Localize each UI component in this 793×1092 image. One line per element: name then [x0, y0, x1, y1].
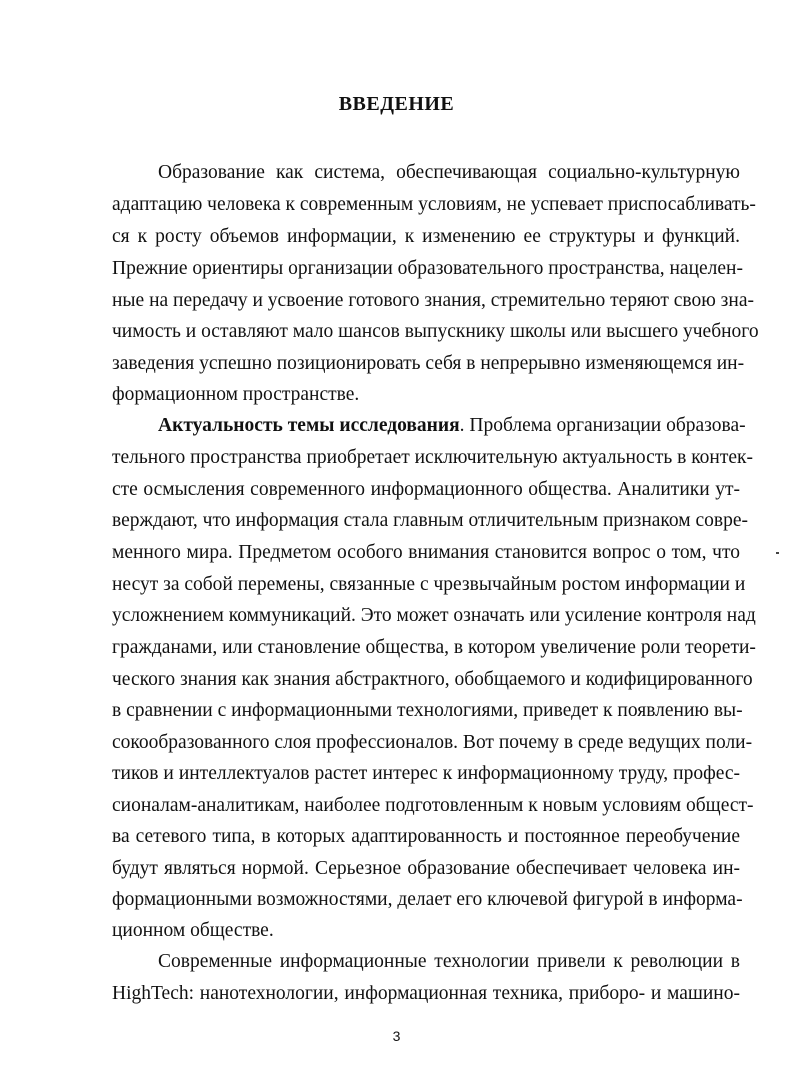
scan-artifact [776, 552, 779, 554]
paragraph-2-line: формационными возможностями, делает его ключевой фигурой в информа- [112, 889, 743, 910]
paragraph-1-line: Образование как система, обеспечивающая социально-культурную [158, 162, 740, 183]
paragraph-1-line: ся к росту объемов информации, к изменению ее структуры и функций. [112, 226, 740, 247]
paragraph-1-line: чимость и оставляют мало шансов выпускнику школы или высшего учебного [112, 321, 759, 342]
paragraph-2-line: будут являться нормой. Серьезное образование обеспечивает человека ин- [112, 858, 740, 879]
paragraph-1-line: Прежние ориентиры организации образовательного пространства, нацелен- [112, 258, 743, 279]
relevance-heading: Актуальность темы исследования [158, 415, 460, 436]
paragraph-2-line: ционном обществе. [112, 920, 274, 941]
paragraph-2-line: ва сетевого типа, в которых адаптированность и постоянное переобучение [112, 826, 740, 847]
paragraph-2-line: усложнением коммуникаций. Это может означать или усиление контроля над [112, 605, 756, 626]
paragraph-2-line: тиков и интеллектуалов растет интерес к информационному труду, профес- [112, 763, 740, 784]
paragraph-1-line: заведения успешно позиционировать себя в непрерывно изменяющемся ин- [112, 353, 745, 374]
paragraph-2-line: гражданами, или становление общества, в котором увеличение роли теорети- [112, 637, 756, 658]
paragraph-2-line: сокообразованного слоя профессионалов. Вот почему в среде ведущих поли- [112, 732, 753, 753]
section-title: ВВЕДЕНИЕ [338, 93, 455, 115]
paragraph-1-line: формационном пространстве. [112, 384, 360, 405]
paragraph-2-line: несут за собой перемены, связанные с чрезвычайным ростом информации и [112, 574, 746, 595]
paragraph-2-line: в сравнении с информационными технологиями, приведет к появлению вы- [112, 700, 743, 721]
paragraph-2-line: ческого знания как знания абстрактного, обобщаемого и кодифицированного [112, 669, 753, 690]
paragraph-2-line: менного мира. Предметом особого внимания становится вопрос о том, что [112, 542, 740, 563]
paragraph-3-line: Современные информационные технологии привели к революции в [158, 951, 740, 972]
paragraph-2-first-line [158, 415, 746, 436]
paragraph-2-line: сте осмысления современного информационного общества. Аналитики ут- [112, 479, 740, 500]
paragraph-2-lead-text: . Проблема организации образова- [459, 415, 746, 436]
page-number: 3 [392, 1028, 401, 1044]
paragraph-3-line: HighTech: нанотехнологии, информационная техника, приборо- и машино- [112, 983, 740, 1004]
paragraph-2-line: тельного пространства приобретает исключительную актуальность в контек- [112, 447, 754, 468]
paragraph-2-line: сионалам-аналитикам, наиболее подготовленным к новым условиям общест- [112, 795, 754, 816]
paragraph-2-line: верждают, что информация стала главным отличительным признаком совре- [112, 510, 748, 531]
paragraph-1-line: ные на передачу и усвоение готового знания, стремительно теряют свою зна- [112, 290, 754, 311]
paragraph-1-line: адаптацию человека к современным условиям, не успевает приспосабливать- [112, 194, 756, 215]
